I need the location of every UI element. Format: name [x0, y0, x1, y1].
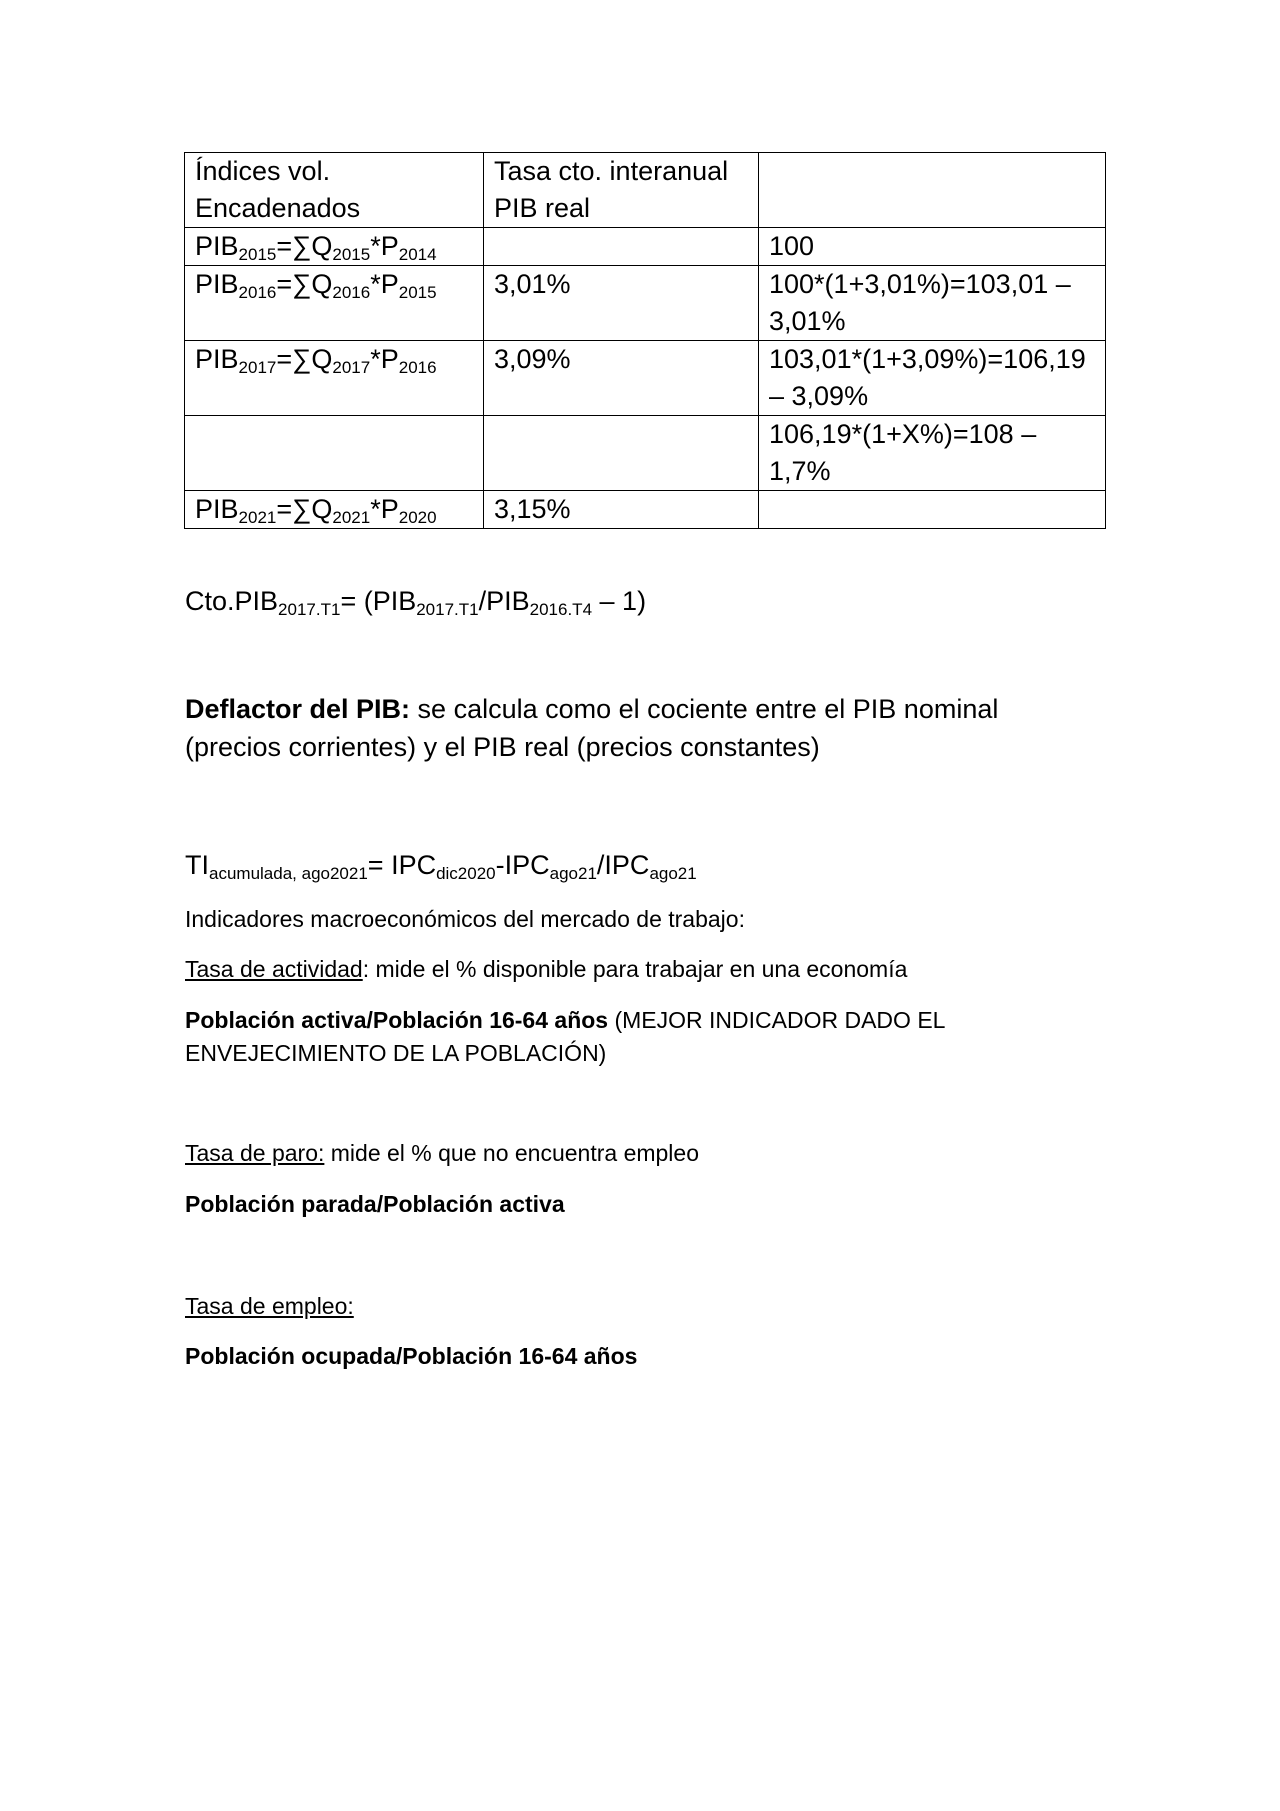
activity-rate-line: Tasa de actividad: mide el % disponible para trabajar en una economía: [185, 956, 908, 982]
index-formula-cell: $PIB_{2021}=\sum Q_{2021}*P_{2020}$: [185, 491, 484, 529]
index-formula-cell: $PIB_{2017}=\sum Q_{2017}*P_{2016}$: [185, 341, 484, 416]
ti-formula: $TI_{acumulada, ago2021}= IPC_{dic2020}-IPC_{ago21}/IPC_{ago21}$: [185, 850, 697, 883]
deflator-definition: [185, 690, 1065, 766]
table-header-row: [185, 153, 1106, 228]
unemployment-rate-line: Tasa de paro: mide el % que no encuentra empleo: [185, 1140, 700, 1166]
index-value-cell: [759, 491, 1106, 529]
index-value-cell: 106,19*(1+X%)=108 – 1,7%: [759, 416, 1106, 491]
growth-rate-cell: 3,09%: [484, 341, 759, 416]
index-value-cell: 100*(1+3,01%)=103,01 – 3,01%: [759, 266, 1106, 341]
header-cell-rate: Tasa cto. interanual PIB real: [484, 153, 759, 228]
activity-rate-formula: Población activa/Población 16-64 años (MEJOR INDICADOR DADO EL ENVEJECIMIENTO DE LA POBLACIÓN): [185, 1007, 945, 1066]
unemployment-rate-formula: Población parada/Población activa: [185, 1191, 565, 1217]
index-value-cell: 100: [759, 228, 1106, 266]
growth-rate-cell: [484, 228, 759, 266]
growth-rate-cell: 3,15%: [484, 491, 759, 529]
employment-rate-label: Tasa de empleo:: [185, 1293, 354, 1319]
table-row: [185, 228, 1106, 266]
table-row: [185, 416, 1106, 491]
header-cell-value: [759, 153, 1106, 228]
deflator-text: se calcula como el cociente entre el PIB nominal (precios corrientes) y el PIB real (precios constantes): [185, 694, 999, 762]
chained-volume-index-table: [184, 152, 1106, 529]
table-row: [185, 266, 1106, 341]
index-formula-cell: $PIB_{2016}=\sum Q_{2016}*P_{2015}$: [185, 266, 484, 341]
employment-rate-formula: Población ocupada/Población 16-64 años: [185, 1343, 638, 1369]
growth-formula: $Cto.PIB_{2017.T1}= (PIB_{2017.T1}/PIB_{2016.T4} - 1)$: [185, 586, 647, 619]
index-value-cell: 103,01*(1+3,09%)=106,19 – 3,09%: [759, 341, 1106, 416]
index-formula-cell: $PIB_{2015}=\sum Q_{2015}*P_{2014}$: [185, 228, 484, 266]
growth-rate-cell: [484, 416, 759, 491]
growth-rate-cell: 3,01%: [484, 266, 759, 341]
activity-rate-label: Tasa de actividad: [185, 956, 363, 982]
header-cell-index: Índices vol. Encadenados: [185, 153, 484, 228]
deflator-term: Deflactor del PIB:: [185, 694, 411, 724]
table-row: [185, 341, 1106, 416]
unemployment-rate-label: Tasa de paro:: [185, 1140, 325, 1166]
labour-heading: Indicadores macroeconómicos del mercado de trabajo:: [185, 906, 745, 932]
table-row: [185, 491, 1106, 529]
index-formula-cell: [185, 416, 484, 491]
